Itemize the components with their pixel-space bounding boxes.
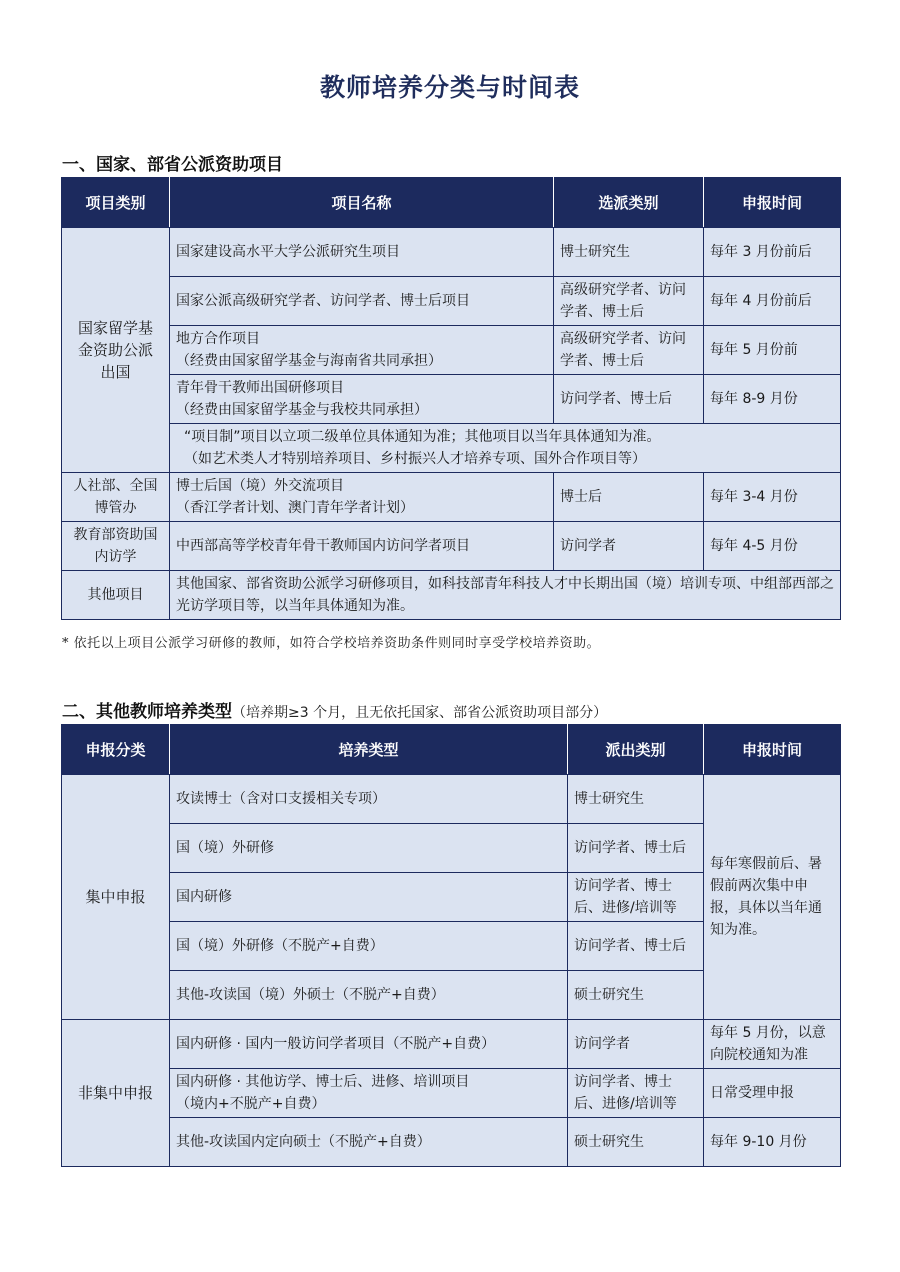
dispatch-type: 访问学者	[568, 1020, 704, 1069]
project-name-main: 青年骨干教师出国研修项目	[176, 380, 344, 396]
apply-time: 每年 5 月份，以意向院校通知为准	[704, 1020, 841, 1069]
table-row	[62, 571, 841, 620]
csc-note	[170, 424, 841, 473]
table-row	[62, 424, 841, 473]
apply-time: 每年 4 月份前后	[704, 277, 841, 326]
category-other: 其他项目	[62, 571, 170, 620]
selection-type: 高级研究学者、访问学者、博士后	[554, 277, 704, 326]
project-name-main: 地方合作项目	[176, 331, 260, 347]
section2-heading-note: （培养期≥3 个月，且无依托国家、部省公派资助项目部分）	[232, 705, 608, 721]
csc-note-line: “项目制”项目以立项二级单位具体通知为准；其他项目以当年具体通知为准。	[184, 429, 661, 445]
table-row	[62, 326, 841, 375]
dispatch-type: 访问学者、博士后	[568, 824, 704, 873]
project-name	[170, 326, 554, 375]
header-category: 项目类别	[62, 178, 170, 228]
category-central: 集中申报	[62, 775, 170, 1020]
category-mohrss: 人社部、全国博管办	[62, 473, 170, 522]
table-row	[62, 228, 841, 277]
training-type: 国内研修 · 国内一般访问学者项目（不脱产+自费）	[170, 1020, 568, 1069]
selection-type: 博士研究生	[554, 228, 704, 277]
apply-time: 每年 3-4 月份	[704, 473, 841, 522]
table-row	[62, 1020, 841, 1069]
training-type: 其他-攻读国内定向硕士（不脱产+自费）	[170, 1118, 568, 1167]
header-category: 申报分类	[62, 725, 170, 775]
table-row	[62, 277, 841, 326]
project-name: 国家公派高级研究学者、访问学者、博士后项目	[170, 277, 554, 326]
training-type-sub: （境内+不脱产+自费）	[176, 1096, 326, 1112]
table-row	[62, 375, 841, 424]
training-type: 国内研修	[170, 873, 568, 922]
project-name	[170, 473, 554, 522]
header-dispatch-type: 派出类别	[568, 725, 704, 775]
table-header-row	[62, 178, 841, 228]
dispatch-type: 访问学者、博士后	[568, 922, 704, 971]
central-apply-time: 每年寒假前后、暑假前两次集中申报，具体以当年通知为准。	[704, 775, 841, 1020]
header-type: 选派类别	[554, 178, 704, 228]
header-time: 申报时间	[704, 178, 841, 228]
project-name-sub: （经费由国家留学基金与我校共同承担）	[176, 402, 428, 418]
training-type: 国（境）外研修	[170, 824, 568, 873]
table-header-row	[62, 725, 841, 775]
apply-time: 每年 3 月份前后	[704, 228, 841, 277]
project-name-main: 博士后国（境）外交流项目	[176, 478, 344, 494]
section2-heading-main: 二、其他教师培养类型	[62, 702, 232, 722]
table-row	[62, 775, 841, 824]
training-type: 攻读博士（含对口支援相关专项）	[170, 775, 568, 824]
project-name: 国家建设高水平大学公派研究生项目	[170, 228, 554, 277]
section1-heading: 一、国家、部省公派资助项目	[62, 155, 283, 175]
training-type	[170, 1069, 568, 1118]
apply-time: 每年 4-5 月份	[704, 522, 841, 571]
dispatch-type: 访问学者、博士后、进修/培训等	[568, 1069, 704, 1118]
header-name: 项目名称	[170, 178, 554, 228]
footnote: * 依托以上项目公派学习研修的教师，如符合学校培养资助条件则同时享受学校培养资助。	[62, 636, 601, 651]
training-type: 其他-攻读国（境）外硕士（不脱产+自费）	[170, 971, 568, 1020]
project-name-sub: （香江学者计划、澳门青年学者计划）	[176, 500, 414, 516]
apply-time: 每年 5 月份前	[704, 326, 841, 375]
table-row	[62, 1118, 841, 1167]
dispatch-type: 访问学者、博士后、进修/培训等	[568, 873, 704, 922]
project-name: 中西部高等学校青年骨干教师国内访问学者项目	[170, 522, 554, 571]
training-type: 国（境）外研修（不脱产+自费）	[170, 922, 568, 971]
table-row	[62, 1069, 841, 1118]
dispatch-type: 硕士研究生	[568, 971, 704, 1020]
selection-type: 高级研究学者、访问学者、博士后	[554, 326, 704, 375]
dispatch-type: 硕士研究生	[568, 1118, 704, 1167]
section2-heading	[62, 697, 607, 722]
apply-time: 每年 8-9 月份	[704, 375, 841, 424]
selection-type: 访问学者	[554, 522, 704, 571]
table-other-training	[61, 724, 841, 1167]
table-row	[62, 522, 841, 571]
header-training-type: 培养类型	[170, 725, 568, 775]
training-type-main: 国内研修 · 其他访学、博士后、进修、培训项目	[176, 1074, 470, 1090]
csc-note-line: （如艺术类人才特别培养项目、乡村振兴人才培养专项、国外合作项目等）	[184, 451, 646, 467]
table-row	[62, 473, 841, 522]
project-name	[170, 375, 554, 424]
project-name-sub: （经费由国家留学基金与海南省共同承担）	[176, 353, 442, 369]
apply-time: 日常受理申报	[704, 1069, 841, 1118]
selection-type: 访问学者、博士后	[554, 375, 704, 424]
category-noncentral: 非集中申报	[62, 1020, 170, 1167]
apply-time: 每年 9-10 月份	[704, 1118, 841, 1167]
header-time: 申报时间	[704, 725, 841, 775]
other-projects-text: 其他国家、部省资助公派学习研修项目，如科技部青年科技人才中长期出国（境）培训专项、中组部西部之光访学项目等，以当年具体通知为准。	[170, 571, 841, 620]
page-title: 教师培养分类与时间表	[319, 73, 580, 102]
selection-type: 博士后	[554, 473, 704, 522]
table-public-funded	[61, 177, 841, 620]
category-csc: 国家留学基金资助公派出国	[62, 228, 170, 473]
category-moe: 教育部资助国内访学	[62, 522, 170, 571]
dispatch-type: 博士研究生	[568, 775, 704, 824]
